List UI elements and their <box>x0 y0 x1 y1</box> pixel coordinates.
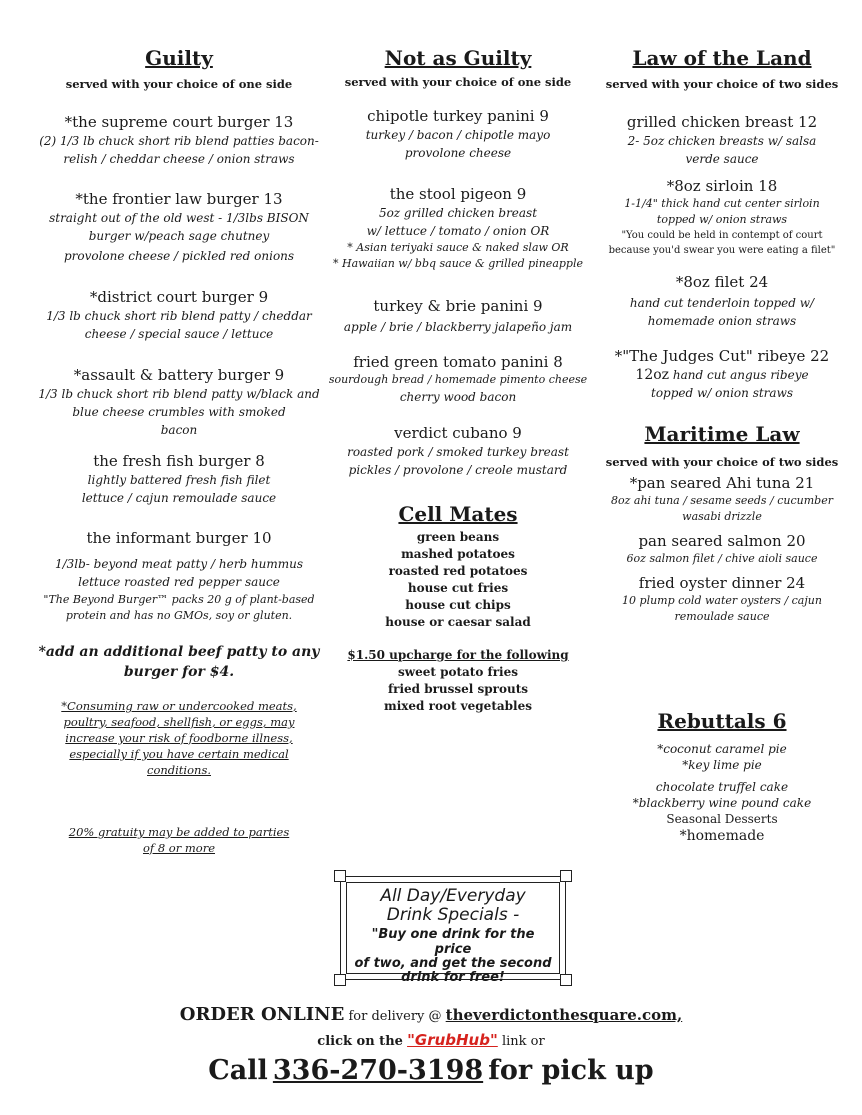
item-desc: w/ lettuce / tomato / onion OR <box>366 224 550 238</box>
warning-line: conditions. <box>147 763 211 777</box>
menu-item <box>318 184 598 272</box>
item-desc: 6oz salmon filet / chive aioli sauce <box>626 552 818 565</box>
phone-number[interactable]: 336-270-3198 <box>272 1055 484 1086</box>
side-item: mashed potatoes <box>401 547 515 561</box>
item-desc: remoulade sauce <box>674 610 770 623</box>
item-desc: 1-1/4" thick hand cut center sirloin <box>624 197 820 210</box>
gratuity-line: 20% gratuity may be added to parties <box>68 825 290 839</box>
item-desc: apple / brie / blackberry jalapeño jam <box>343 320 573 334</box>
cell-mates-section <box>318 502 598 715</box>
menu-item <box>318 423 598 479</box>
item-desc: 5oz grilled chicken breast <box>378 206 538 220</box>
drink-specials-box <box>340 876 566 985</box>
item-name: *the frontier law burger 13 <box>75 190 283 208</box>
grubhub-link[interactable]: "GrubHub" <box>407 1031 498 1049</box>
pickup-label: for pick up <box>488 1055 654 1086</box>
menu-item <box>596 176 848 258</box>
guilty-title: Guilty <box>145 46 213 70</box>
item-name: chipotle turkey panini 9 <box>367 107 549 125</box>
item-desc: cherry wood bacon <box>399 390 517 404</box>
side-item: roasted red potatoes <box>388 564 528 578</box>
warning-line: especially if you have certain medical <box>69 747 289 761</box>
item-desc: provolone cheese / pickled red onions <box>63 249 295 263</box>
item-name: fried green tomato panini 8 <box>353 353 563 371</box>
item-desc: topped w/ onion straws <box>651 386 793 400</box>
drink-title-line: All Day/Everyday <box>380 886 526 906</box>
warning-line: poultry, seafood, shellfish, or eggs, may <box>63 715 295 729</box>
item-desc: cheese / special sauce / lettuce <box>84 327 274 341</box>
item-name: *assault & battery burger 9 <box>73 366 285 384</box>
gratuity-note <box>20 824 338 856</box>
item-desc: burger w/peach sage chutney <box>88 229 270 243</box>
frame-corner <box>334 974 346 986</box>
dessert-item: *key lime pie <box>682 758 762 772</box>
item-desc: relish / cheddar cheese / onion straws <box>63 152 295 166</box>
law-of-land-subtitle: served with your choice of two sides <box>605 77 839 91</box>
item-quote: because you'd swear you were eating a filet" <box>608 245 836 256</box>
dessert-item: *coconut caramel pie <box>657 742 787 756</box>
item-name: the fresh fish burger 8 <box>93 452 265 470</box>
addon-line: *add an additional beef patty to any <box>38 644 320 660</box>
menu-item <box>596 112 848 168</box>
menu-item <box>596 473 848 525</box>
menu-item <box>20 287 338 343</box>
menu-item <box>596 573 848 625</box>
dessert-item: chocolate truffel cake <box>655 780 789 794</box>
item-desc: pickles / provolone / creole mustard <box>348 463 568 477</box>
item-name: *8oz sirloin 18 <box>666 177 778 195</box>
item-desc: hand cut tenderloin topped w/ <box>629 296 815 310</box>
rebuttals-section <box>596 709 848 846</box>
warning-line: increase your risk of foodborne illness, <box>65 731 293 745</box>
warning-line: *Consuming raw or undercooked meats, <box>61 699 297 713</box>
item-name: grilled chicken breast 12 <box>626 113 818 131</box>
item-name: pan seared salmon 20 <box>638 532 806 550</box>
item-name: *"The Judges Cut" ribeye 22 <box>614 347 830 365</box>
item-desc: 2- 5oz chicken breasts w/ salsa <box>627 134 817 148</box>
drink-body-line: drink for free! <box>401 970 505 985</box>
item-desc: provolone cheese <box>404 146 512 160</box>
item-desc: lettuce / cajun remoulade sauce <box>81 491 277 505</box>
law-of-land-section <box>596 46 848 846</box>
item-name: *8oz filet 24 <box>675 273 769 291</box>
item-desc: lettuce roasted red pepper sauce <box>78 575 280 589</box>
maritime-title: Maritime Law <box>644 422 800 446</box>
item-desc: * Asian teriyaki sauce & naked slaw OR <box>347 241 569 254</box>
law-of-land-title: Law of the Land <box>632 46 812 70</box>
menu-item <box>318 352 598 406</box>
addon-line: burger for $4. <box>123 664 235 680</box>
item-desc: homemade onion straws <box>647 314 797 328</box>
item-desc: topped w/ onion straws <box>656 213 788 226</box>
order-online-label: ORDER ONLINE <box>179 1004 345 1025</box>
drink-title-line: Drink Specials - <box>386 905 520 925</box>
item-desc: sourdough bread / homemade pimento cheese <box>328 373 588 386</box>
not-guilty-title: Not as Guilty <box>384 46 532 70</box>
item-desc-text: hand cut angus ribeye <box>672 368 809 382</box>
menu-item <box>20 189 338 265</box>
order-delivery-text: for delivery @ <box>348 1009 442 1024</box>
side-item: house cut chips <box>405 598 511 612</box>
not-guilty-section <box>318 46 598 715</box>
side-item: sweet potato fries <box>398 665 518 679</box>
item-desc: 1/3 lb chuck short rib blend patty w/black and <box>38 387 320 401</box>
item-name: verdict cubano 9 <box>394 424 522 442</box>
menu-item <box>20 365 338 439</box>
menu-item <box>20 451 338 507</box>
item-desc: protein and has no GMOs, soy or gluten. <box>65 609 293 622</box>
drink-body-line: "Buy one drink for the price <box>371 927 535 957</box>
item-name: *the supreme court burger 13 <box>64 113 294 131</box>
upcharge-label: $1.50 upcharge for the following <box>347 648 569 662</box>
dessert-item: *homemade <box>679 828 765 844</box>
item-name: the stool pigeon 9 <box>389 185 527 203</box>
dessert-item: Seasonal Desserts <box>666 812 778 826</box>
item-weight: 12oz <box>635 367 670 383</box>
click-text: click on the <box>317 1034 403 1049</box>
item-desc: 1/3 lb chuck short rib blend patty / cheddar <box>46 309 312 323</box>
item-name: fried oyster dinner 24 <box>638 574 806 592</box>
menu-item <box>318 106 598 162</box>
item-name: *pan seared Ahi tuna 21 <box>629 474 815 492</box>
item-name: the informant burger 10 <box>86 529 272 547</box>
item-desc: 10 plump cold water oysters / cajun <box>622 594 822 607</box>
side-item: house cut fries <box>407 581 509 595</box>
menu-item <box>318 296 598 336</box>
menu-item <box>596 346 848 402</box>
item-desc: 8oz ahi tuna / sesame seeds / cucumber <box>611 494 833 507</box>
website-link[interactable]: theverdictonthesquare.com, <box>445 1006 683 1024</box>
item-desc: blue cheese crumbles with smoked <box>72 405 286 419</box>
item-desc: verde sauce <box>685 152 759 166</box>
gratuity-line: of 8 or more <box>142 841 215 855</box>
item-desc: 1/3lb- beyond meat patty / herb hummus <box>54 557 304 571</box>
frame-corner <box>560 870 572 882</box>
frame-corner <box>334 870 346 882</box>
maritime-subtitle: served with your choice of two sides <box>605 455 839 469</box>
order-footer <box>0 1004 862 1086</box>
rebuttals-title: Rebuttals 6 <box>657 709 787 733</box>
drink-body-line: of two, and get the second <box>354 956 552 971</box>
side-item: mixed root vegetables <box>384 699 532 713</box>
menu-item <box>596 531 848 567</box>
menu-item <box>20 528 338 624</box>
item-desc: roasted pork / smoked turkey breast <box>347 445 569 459</box>
item-desc <box>596 366 848 384</box>
cell-mates-title: Cell Mates <box>398 502 518 526</box>
item-desc: "The Beyond Burger™ packs 20 g of plant-based <box>43 593 315 606</box>
frame-corner <box>560 974 572 986</box>
item-desc: bacon <box>160 423 198 437</box>
item-quote: "You could be held in contempt of court <box>621 230 823 241</box>
grubhub-line <box>0 1031 862 1049</box>
side-item: green beans <box>416 530 500 544</box>
addon-note <box>20 642 338 682</box>
guilty-subtitle: served with your choice of one side <box>65 77 293 91</box>
menu-item <box>596 272 848 330</box>
item-name: *district court burger 9 <box>89 288 269 306</box>
guilty-section <box>20 46 338 856</box>
menu-item <box>20 112 338 168</box>
item-desc: wasabi drizzle <box>682 510 762 523</box>
food-safety-warning <box>20 698 338 778</box>
item-desc: lightly battered fresh fish filet <box>87 473 271 487</box>
call-line <box>0 1055 862 1086</box>
maritime-section <box>596 422 848 625</box>
item-desc: (2) 1/3 lb chuck short rib blend patties bacon- <box>39 134 319 148</box>
item-desc: straight out of the old west - 1/3lbs BISON <box>49 211 309 225</box>
item-desc: turkey / bacon / chipotle mayo <box>365 128 551 142</box>
not-guilty-subtitle: served with your choice of one side <box>344 75 572 89</box>
item-desc: * Hawaiian w/ bbq sauce & grilled pineapple <box>332 257 583 270</box>
order-online-line <box>0 1004 862 1025</box>
side-item: fried brussel sprouts <box>387 682 529 696</box>
dessert-item: *blackberry wine pound cake <box>632 796 812 810</box>
side-item: house or caesar salad <box>385 615 531 629</box>
item-name: turkey & brie panini 9 <box>373 297 543 315</box>
call-label: Call <box>208 1055 268 1086</box>
click-post-text: link or <box>501 1034 545 1049</box>
